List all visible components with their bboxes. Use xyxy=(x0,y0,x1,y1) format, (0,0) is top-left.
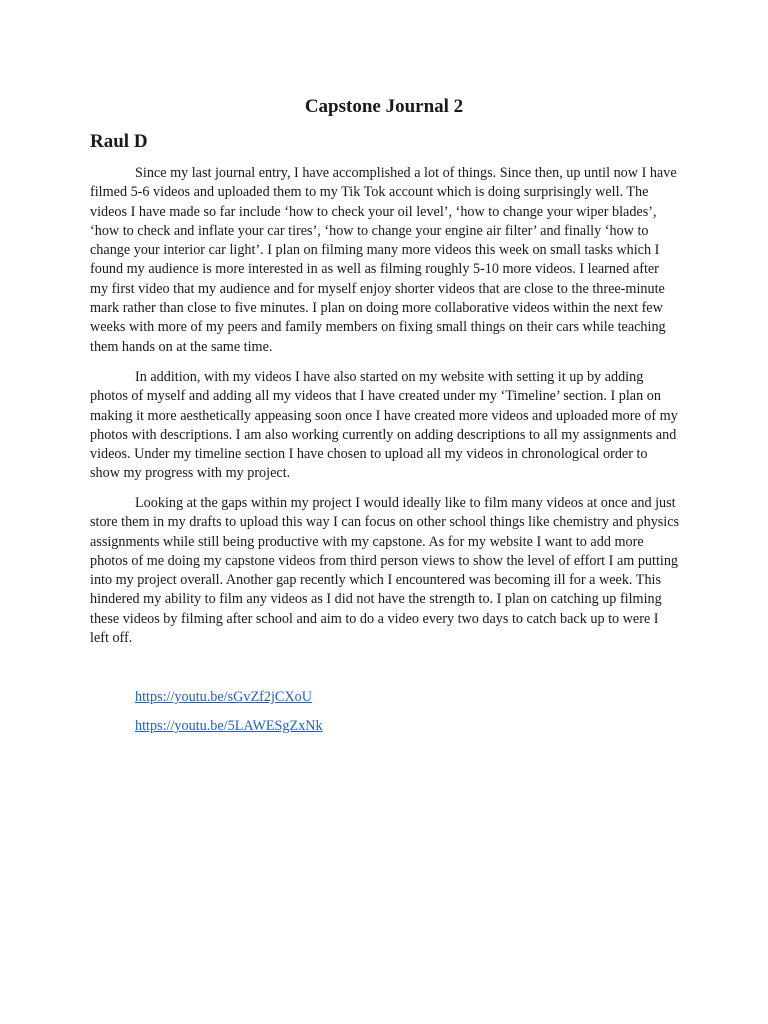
paragraph-website: In addition, with my videos I have also started on my website with setting it up by adding photos of myself and adding all my videos that I have created under my ‘Timeline’ section. I plan on making it more aesthetically appeasing soon once I have created more videos and uploaded more of my photos with descriptions. I am also working currently on adding descriptions to all my assignments and videos. Under my timeline section I have chosen to upload all my videos in chronological order to show my progress with my project. xyxy=(90,369,678,482)
video-link-2[interactable]: https://youtu.be/5LAWESgZxNk xyxy=(135,718,323,734)
paragraph-gaps: Looking at the gaps within my project I would ideally like to film many videos at once and just store them in my drafts to upload this way I can focus on other school things like chemistry and physics assignments while still being productive with my capstone. As for my website I want to add more photos of me doing my capstone videos from third person views to show the level of effort I am putting into my project overall. Another gap recently which I encountered was becoming ill for a week. This hindered my ability to film any videos as I did not have the strength to. I plan on catching up filming these videos by filming after school and aim to do a video every two days to catch back up to were I left off. xyxy=(90,495,680,647)
video-link-1[interactable]: https://youtu.be/sGvZf2jCXoU xyxy=(135,689,312,705)
paragraph-progress: Since my last journal entry, I have accomplished a lot of things. Since then, up until now I have filmed 5-6 videos and uploaded them to my Tik Tok account which is doing surprisingly well. The videos I have made so far include ‘how to check your oil level’, ‘how to change your wiper blades’, ‘how to check and inflate your car tires’, ‘how to change your engine air filter’ and finally ‘how to change your interior car light’. I plan on filming many more videos this week on small tasks which I found my audience is more interested in as well as filming roughly 5-10 more videos. I learned after my first video that my audience and for myself enjoy shorter videos that are close to the three-minute mark rather than close to five minutes. I plan on doing more collaborative videos within the next few weeks with more of my peers and family members on fixing small things on their cars while teaching them hands on at the same time. xyxy=(90,165,677,355)
author-name: Raul D xyxy=(90,131,148,152)
video-links xyxy=(135,688,323,746)
document-title: Capstone Journal 2 xyxy=(304,96,464,117)
